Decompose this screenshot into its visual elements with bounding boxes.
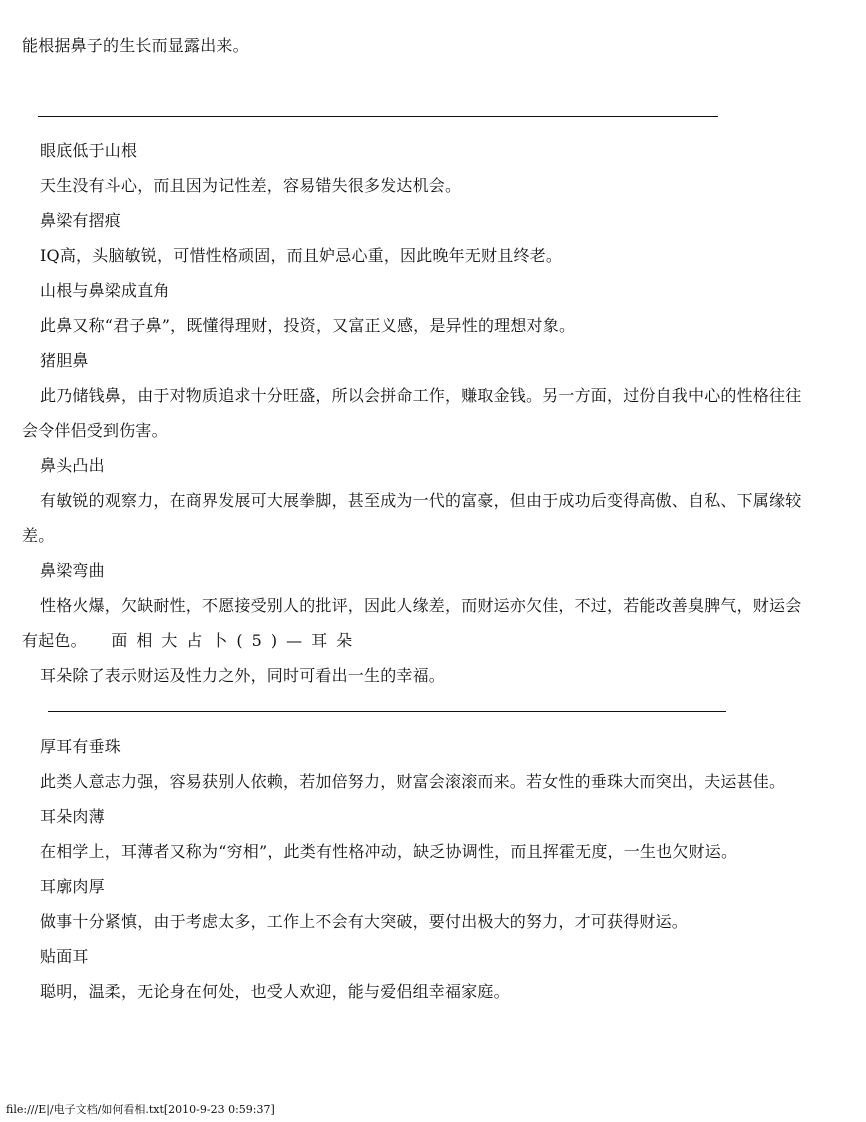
paragraph-creased-bridge: IQ高，头脑敏锐，可惜性格顽固，而且妒忌心重，因此晚年无财且终老。 xyxy=(40,246,563,265)
paragraph-right-angle: 此鼻又称“君子鼻”，既懂得理财，投资，又富正义感，是异性的理想对象。 xyxy=(40,316,576,335)
paragraph-curved-bridge-1: 性格火爆，欠缺耐性，不愿接受别人的批评，因此人缘差，而财运亦欠佳，不过，若能改善臭脾气，财运会 xyxy=(40,596,802,615)
section-title-ears: 面相大占卜(5)—耳朵 xyxy=(111,631,362,650)
divider-rule xyxy=(38,116,718,117)
heading-thick-ear-lobe: 厚耳有垂珠 xyxy=(40,737,122,756)
heading-right-angle: 山根与鼻梁成直角 xyxy=(40,281,170,300)
heading-thin-ear: 耳朵肉薄 xyxy=(40,807,105,826)
heading-creased-bridge: 鼻梁有摺痕 xyxy=(40,211,122,230)
paragraph-curved-bridge-2 xyxy=(22,631,844,651)
paragraph-protruding-tip-1: 有敏锐的观察力，在商界发展可大展拳脚，甚至成为一代的富豪，但由于成功后变得高傲、自私、下属缘较 xyxy=(40,491,802,510)
file-path-footer: file:///E|/电子文档/如何看相.txt[2010-9-23 0:59:37] xyxy=(6,1103,275,1116)
intro-continuation: 能根据鼻子的生长而显露出来。 xyxy=(22,36,249,55)
paragraph-flat-ear: 聪明，温柔，无论身在何处，也受人欢迎，能与爱侣组幸福家庭。 xyxy=(40,982,510,1001)
paragraph-ear-intro: 耳朵除了表示财运及性力之外，同时可看出一生的幸福。 xyxy=(40,666,446,685)
heading-curved-bridge: 鼻梁弯曲 xyxy=(40,561,105,580)
paragraph-eye-below-root: 天生没有斗心，而且因为记性差，容易错失很多发达机会。 xyxy=(40,176,462,195)
paragraph-thin-ear: 在相学上，耳薄者又称为“穷相”，此类有性格冲动，缺乏协调性，而且挥霍无度，一生也欠财运。 xyxy=(40,842,738,861)
paragraph-thick-auricle: 做事十分紧慎，由于考虑太多，工作上不会有大突破，要付出极大的努力，才可获得财运。 xyxy=(40,912,689,931)
heading-eye-below-root: 眼底低于山根 xyxy=(40,141,138,160)
heading-gallbladder-nose: 猪胆鼻 xyxy=(40,351,89,370)
paragraph-curved-bridge-end: 有起色。 xyxy=(22,631,87,650)
heading-thick-auricle: 耳廓肉厚 xyxy=(40,877,105,896)
heading-protruding-tip: 鼻头凸出 xyxy=(40,456,105,475)
paragraph-thick-ear-lobe: 此类人意志力强，容易获别人依赖，若加倍努力，财富会滚滚而来。若女性的垂珠大而突出，夫运甚佳。 xyxy=(40,772,786,791)
heading-flat-ear: 贴面耳 xyxy=(40,947,89,966)
paragraph-gallbladder-nose-1: 此乃储钱鼻，由于对物质追求十分旺盛，所以会拼命工作，赚取金钱。另一方面，过份自我中心的性格往往 xyxy=(40,386,802,405)
paragraph-protruding-tip-2: 差。 xyxy=(22,526,55,545)
divider-rule xyxy=(48,711,726,712)
paragraph-gallbladder-nose-2: 会令伴侣受到伤害。 xyxy=(22,421,168,440)
